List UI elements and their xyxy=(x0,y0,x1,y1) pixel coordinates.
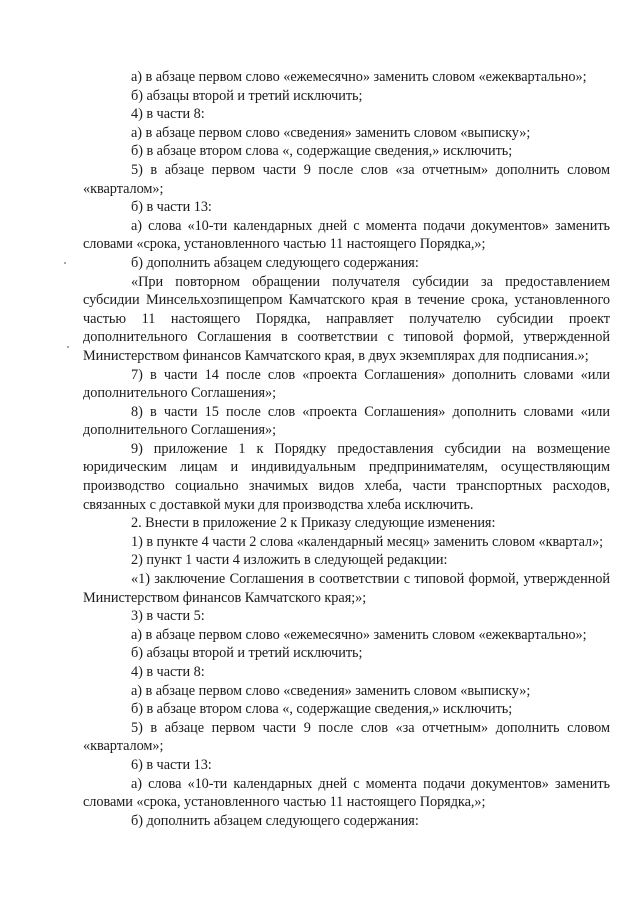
paragraph: 4) в части 8: xyxy=(131,106,205,123)
paragraph: б) дополнить абзацем следующего содержания: xyxy=(131,812,419,829)
document-body xyxy=(83,68,610,830)
paragraph: а) в абзаце первом слово «сведения» заменить словом «выписку»; xyxy=(131,124,531,141)
paragraph: б) в части 13: xyxy=(131,199,212,216)
paragraph: б) абзацы второй и третий исключить; xyxy=(131,645,363,662)
paragraph: б) в абзаце втором слова «, содержащие сведения,» исключить; xyxy=(131,143,513,160)
paragraph: 1) в пункте 4 части 2 слова «календарный месяц» заменить словом «квартал»; xyxy=(131,533,604,550)
paragraph: а) слова «10-ти календарных дней с момента подачи документов» заменить словами «срока, установленного частью 11 настоящего Порядка,»; xyxy=(83,217,610,253)
paragraph: 9) приложение 1 к Порядку предоставления субсидии на возмещение юридическим лицам и индивидуальным предпринимателям, осуществляющим производство социально значимых видов хлеба, части транспортных расходов, связанных с доставкой муки для производства хлеба исключить. xyxy=(83,440,610,513)
paragraph: б) абзацы второй и третий исключить; xyxy=(131,87,363,104)
paragraph: а) в абзаце первом слово «сведения» заменить словом «выписку»; xyxy=(131,682,531,699)
paragraph: б) в абзаце втором слова «, содержащие сведения,» исключить; xyxy=(131,701,513,718)
paragraph: 3) в части 5: xyxy=(131,608,205,625)
paragraph: а) в абзаце первом слово «ежемесячно» заменить словом «ежеквартально»; xyxy=(131,626,587,643)
paragraph: 2) пункт 1 части 4 изложить в следующей редакции: xyxy=(131,552,448,569)
paragraph: а) в абзаце первом слово «ежемесячно» заменить словом «ежеквартально»; xyxy=(131,69,587,85)
scan-speck xyxy=(64,262,66,264)
paragraph: 5) в абзаце первом части 9 после слов «за отчетным» дополнить словом «кварталом»; xyxy=(83,719,610,755)
paragraph: б) дополнить абзацем следующего содержания: xyxy=(131,254,419,271)
paragraph: 4) в части 8: xyxy=(131,664,205,680)
paragraph: 6) в части 13: xyxy=(131,756,212,773)
scan-speck xyxy=(67,346,69,348)
quoted-paragraph: «При повторном обращении получателя субсидии за предоставлением субсидии Минсельхозпищепром Камчатского края в течение срока, установленного частью 11 настоящего Порядка, направляет получателю субсидии проект дополнительного Соглашения в соответствии с типовой формой, утвержденной Министерством финансов Камчатского края, в двух экземплярах для подписания.»; xyxy=(83,273,610,364)
paragraph: 7) в части 14 после слов «проекта Соглашения» дополнить словами «или дополнительного Соглашения»; xyxy=(83,366,610,402)
quoted-paragraph: «1) заключение Соглашения в соответствии с типовой формой, утвержденной Министерством финансов Камчатского края;»; xyxy=(83,571,610,606)
paragraph: 8) в части 15 после слов «проекта Соглашения» дополнить словами «или дополнительного Соглашения»; xyxy=(83,403,610,439)
paragraph: а) слова «10-ти календарных дней с момента подачи документов» заменить словами «срока, установленного частью 11 настоящего Порядка,»; xyxy=(83,775,610,811)
section-heading: 2. Внести в приложение 2 к Приказу следующие изменения: xyxy=(131,515,496,532)
paragraph: 5) в абзаце первом части 9 после слов «за отчетным» дополнить словом «кварталом»; xyxy=(83,161,610,197)
